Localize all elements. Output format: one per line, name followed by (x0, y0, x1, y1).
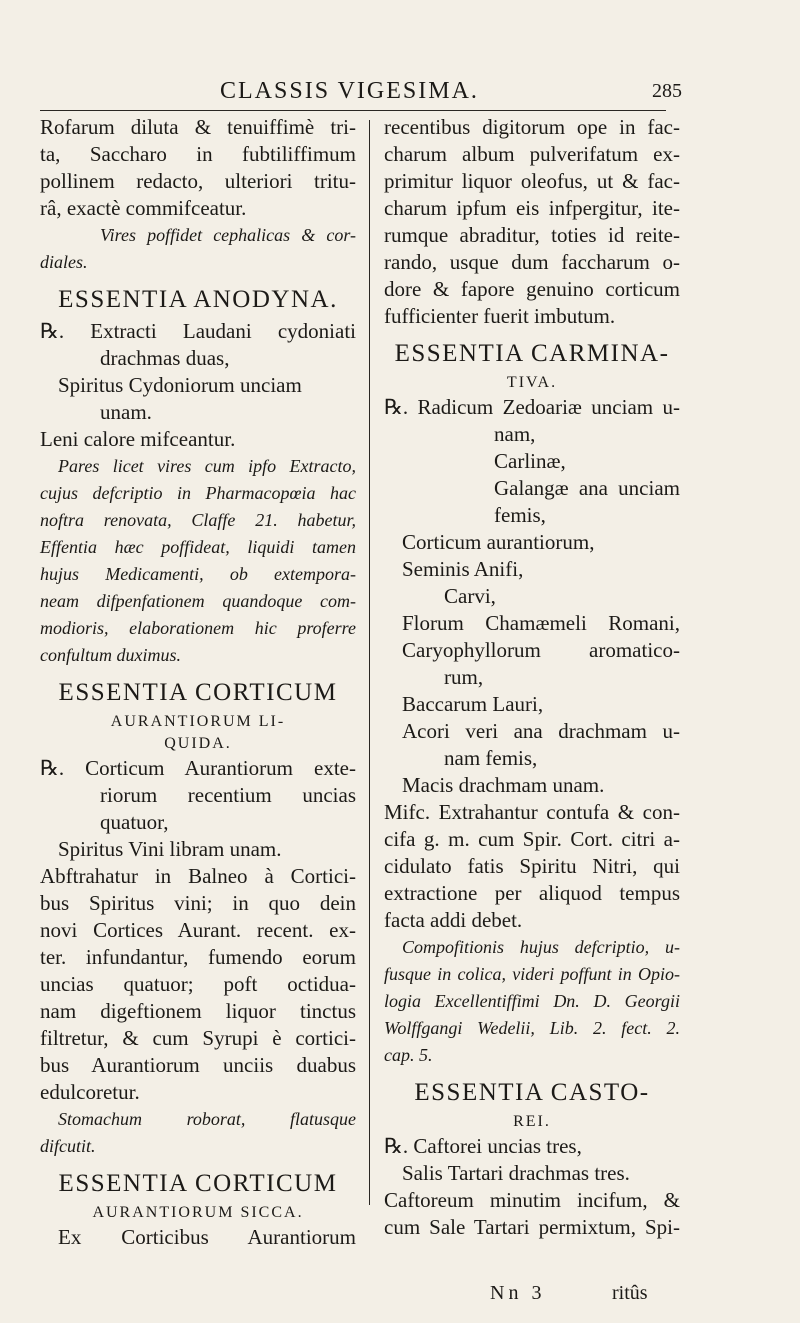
text-line: quatuor, (100, 810, 169, 834)
text-line: Baccarum Lauri, (402, 692, 544, 716)
text-line: hujus Medicamenti, ob extempora- (40, 564, 356, 584)
text-line: ℞. Caftorei uncias tres, (384, 1134, 582, 1158)
text-line: nam digeftionem liquor tinctus (40, 999, 356, 1023)
text-line: diales. (40, 252, 88, 272)
page-number: 285 (652, 80, 682, 102)
text-line: charum ipfum eis infpergitur, ite- (384, 196, 680, 220)
text-line: cidulato fatis Spiritu Nitri, qui (384, 854, 680, 878)
text-line: râ, exactè commifceatur. (40, 196, 247, 220)
text-line: modioris, elaborationem hic proferre (40, 618, 356, 638)
text-line: Florum Chamæmeli Romani, (402, 611, 680, 635)
right-column (384, 114, 680, 1241)
section-heading: ESSENTIA CORTICUM (58, 679, 338, 706)
text-line: Salis Tartari drachmas tres. (402, 1161, 630, 1185)
text-line: Macis drachmam unam. (402, 773, 605, 797)
text-line: ta, Saccharo in fubtiliffimum (40, 142, 356, 166)
text-line: femis, (494, 503, 546, 527)
text-line: cum Sale Tartari permixtum, Spi- (384, 1215, 680, 1239)
text-line: fufficienter fuerit imbutum. (384, 304, 616, 328)
text-line: Carvi, (444, 584, 496, 608)
text-line: Spiritus Cydoniorum unciam (58, 373, 302, 397)
section-heading: ESSENTIA CASTO- (414, 1079, 650, 1106)
text-line: Spiritus Vini libram unam. (58, 837, 282, 861)
text-line: logia Excellentiffimi Dn. D. Georgii (384, 991, 680, 1011)
catchword: ritûs (612, 1282, 648, 1304)
text-line: nam, (494, 422, 536, 446)
text-line: extractione per aliquod tempus (384, 881, 680, 905)
section-subheading: TIVA. (506, 374, 558, 391)
section-subheading: AURANTIORUM LI- (110, 713, 286, 730)
text-line: Corticum aurantiorum, (402, 530, 595, 554)
text-line: Caryophyllorum aromatico- (402, 638, 680, 662)
text-line: drachmas duas, (100, 346, 230, 370)
text-line: Stomachum roborat, flatusque (58, 1109, 356, 1129)
text-line: ℞. Extracti Laudani cydoniati (40, 319, 356, 343)
section-subheading: QUIDA. (164, 735, 232, 752)
text-line: Abftrahatur in Balneo à Cortici- (40, 864, 356, 888)
text-line: Wolffgangi Wedelii, Lib. 2. fect. 2. (384, 1018, 680, 1038)
text-line: bus Aurantiorum unciis duabus (40, 1053, 356, 1077)
text-line: cifa g. m. cum Spir. Cort. citri a- (384, 827, 680, 851)
text-line: rando, usque dum faccharum o- (384, 250, 680, 274)
text-line: Galangæ ana unciam (494, 476, 680, 500)
text-line: dore & fapore genuino corticum (384, 277, 680, 301)
text-line: ter. infundantur, fumendo eorum (40, 945, 356, 969)
text-line: facta addi debet. (384, 908, 523, 932)
text-line: Seminis Anifi, (402, 557, 524, 581)
section-heading: ESSENTIA CARMINA- (394, 340, 670, 367)
text-line: Pares licet vires cum ipfo Extracto, (58, 456, 356, 476)
text-line: Caftoreum minutim incifum, & (384, 1188, 680, 1212)
text-line: uncias quatuor; poft octidua- (40, 972, 356, 996)
text-line: ℞. Radicum Zedoariæ unciam u- (384, 395, 680, 419)
text-line: cujus defcriptio in Pharmacopœia hac (40, 483, 356, 503)
text-line: cap. 5. (384, 1045, 433, 1065)
text-line: rumque abraditur, toties id reite- (384, 223, 680, 247)
section-heading: ESSENTIA ANODYNA. (58, 286, 338, 313)
text-line: Effentia hæc poffideat, liquidi tamen (40, 537, 356, 557)
text-line: pollinem redacto, ulteriori tritu- (40, 169, 356, 193)
signature-mark: Nn 3 (490, 1282, 546, 1304)
text-line: Carlinæ, (494, 449, 566, 473)
section-subheading: AURANTIORUM SICCA. (92, 1204, 304, 1221)
text-line: Leni calore mifceantur. (40, 427, 236, 451)
section-subheading: REI. (513, 1113, 551, 1130)
text-line: recentibus digitorum ope in fac- (384, 115, 680, 139)
text-line: edulcoretur. (40, 1080, 140, 1104)
page-header (0, 78, 800, 108)
text-line: Ex Corticibus Aurantiorum (58, 1225, 356, 1249)
text-line: novi Cortices Aurant. recent. ex- (40, 918, 356, 942)
text-line: Acori veri ana drachmam u- (402, 719, 680, 743)
text-line: charum album pulverifatum ex- (384, 142, 680, 166)
running-title: CLASSIS VIGESIMA. (220, 78, 479, 104)
left-column (40, 114, 356, 1251)
text-line: bus Spiritus vini; in quo dein (40, 891, 356, 915)
text-line: neam difpenfationem quandoque com- (40, 591, 356, 611)
text-line: noftra renovata, Claffe 21. habetur, (40, 510, 356, 530)
text-line: rum, (444, 665, 484, 689)
text-line: confultum duximus. (40, 645, 181, 665)
text-line: nam femis, (444, 746, 538, 770)
header-rule (40, 110, 666, 111)
text-line: Compofitionis hujus defcriptio, u- (402, 937, 680, 957)
text-line: Rofarum diluta & tenuiffimè tri- (40, 115, 356, 139)
text-line: primitur liquor oleofus, ut & fac- (384, 169, 680, 193)
text-line: fusque in colica, videri poffunt in Opio- (384, 964, 680, 984)
text-line: Mifc. Extrahantur contufa & con- (384, 800, 680, 824)
text-line: riorum recentium uncias (100, 783, 356, 807)
text-line: filtretur, & cum Syrupi è cortici- (40, 1026, 356, 1050)
section-heading: ESSENTIA CORTICUM (58, 1170, 338, 1197)
text-line: unam. (100, 400, 152, 424)
text-line: ℞. Corticum Aurantiorum exte- (40, 756, 356, 780)
text-line: difcutit. (40, 1136, 96, 1156)
column-divider (369, 120, 370, 1205)
text-line: Vires poffidet cephalicas & cor- (100, 225, 356, 245)
